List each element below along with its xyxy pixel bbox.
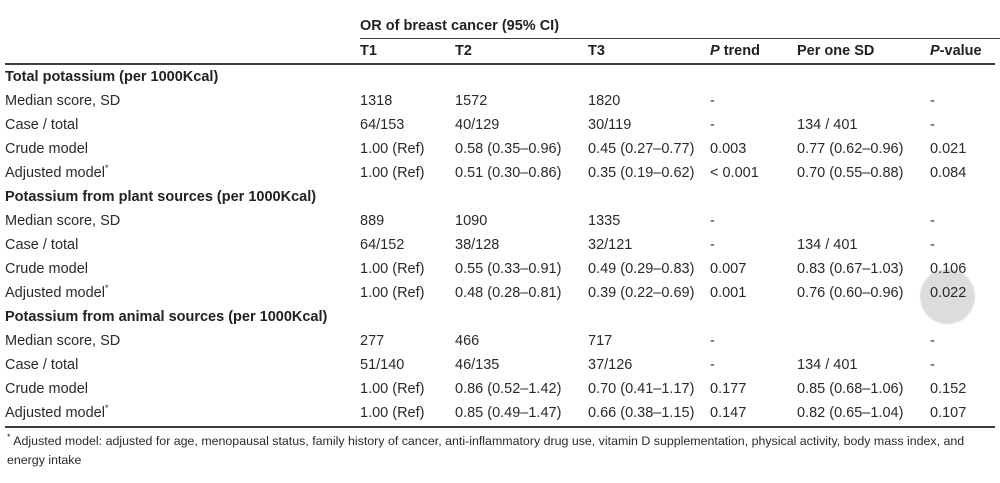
- cell-t1: 277: [360, 333, 385, 349]
- cell-p-value: -: [930, 117, 935, 133]
- cell-label: Crude model: [5, 261, 89, 277]
- table-row: [5, 329, 995, 353]
- cell-t3: 32/121: [588, 237, 633, 253]
- table-row: [5, 89, 995, 113]
- cell-t2: 1572: [455, 93, 488, 109]
- cell-t1: 64/153: [360, 117, 405, 133]
- table-row: [5, 137, 995, 161]
- cell-per-sd: 0.76 (0.60–0.96): [797, 285, 904, 301]
- cell-t1: 1318: [360, 93, 393, 109]
- table-row: [5, 233, 995, 257]
- table-row: [5, 209, 995, 233]
- footnote-marker: *: [7, 431, 11, 442]
- col-header-p-trend: [710, 39, 797, 63]
- table-row: [5, 161, 995, 185]
- footnote-marker: *: [104, 283, 109, 294]
- cell-p-trend: 0.001: [710, 285, 747, 301]
- p-trend-rest: trend: [719, 43, 760, 59]
- cell-p-trend: -: [710, 333, 715, 349]
- col-header-t1: T1: [360, 43, 377, 59]
- table-row: [5, 377, 995, 401]
- cell-p-trend: -: [710, 213, 715, 229]
- cell-per-sd: 0.83 (0.67–1.03): [797, 261, 904, 277]
- cell-t3: 1335: [588, 213, 621, 229]
- cell-per-sd: 0.77 (0.62–0.96): [797, 141, 904, 157]
- cell-label: Median score, SD: [5, 213, 121, 229]
- cell-t2: 38/128: [455, 237, 500, 253]
- cell-t3: 30/119: [588, 117, 632, 133]
- table-row: [5, 113, 995, 137]
- cell-p-trend: -: [710, 357, 715, 373]
- cell-label: Crude model: [5, 141, 89, 157]
- cell-label: Adjusted model*: [5, 403, 109, 421]
- cell-t2: 0.86 (0.52–1.42): [455, 381, 562, 397]
- table-row: [5, 257, 995, 281]
- cell-t3: 37/126: [588, 357, 633, 373]
- p-italic: P: [710, 43, 720, 59]
- cell-t2: 466: [455, 333, 480, 349]
- cell-t2: 0.48 (0.28–0.81): [455, 285, 562, 301]
- footnote-marker: *: [104, 403, 109, 414]
- p-value-rest: -value: [939, 43, 982, 59]
- cell-t3: 0.45 (0.27–0.77): [588, 141, 695, 157]
- cell-t1: 64/152: [360, 237, 405, 253]
- cell-p-trend: < 0.001: [710, 165, 759, 181]
- cell-p-value: -: [930, 237, 935, 253]
- cell-p-value: 0.152: [930, 381, 967, 397]
- cell-label: Adjusted model*: [5, 283, 109, 301]
- cell-p-value: 0.107: [930, 405, 967, 421]
- footnote-marker: *: [104, 163, 109, 174]
- p-italic: P: [930, 43, 940, 59]
- col-header-per-one-sd: Per one SD: [797, 43, 875, 59]
- cell-t1: 51/140: [360, 357, 405, 373]
- cell-t2: 0.58 (0.35–0.96): [455, 141, 562, 157]
- cell-t3: 0.70 (0.41–1.17): [588, 381, 695, 397]
- cell-p-trend: -: [710, 93, 715, 109]
- cell-t1: 1.00 (Ref): [360, 381, 425, 397]
- cell-p-trend: 0.003: [710, 141, 747, 157]
- results-table: [5, 14, 995, 425]
- cell-p-value: 0.021: [930, 141, 967, 157]
- cell-t3: 1820: [588, 93, 621, 109]
- cell-label: Adjusted model*: [5, 163, 109, 181]
- cell-per-sd: 0.85 (0.68–1.06): [797, 381, 904, 397]
- cell-p-trend: -: [710, 237, 715, 253]
- cell-p-trend: -: [710, 117, 715, 133]
- table-row: [5, 401, 995, 425]
- cell-per-sd: 134 / 401: [797, 357, 858, 373]
- section-header-total-potassium: Total potassium (per 1000Kcal): [5, 69, 219, 85]
- cell-p-trend: 0.177: [710, 381, 747, 397]
- footnote-text: Adjusted model: adjusted for age, menopausal status, family history of cancer, anti-inflammatory drug use, vitamin D supplementation, physical activity, body mass index, and energy intake: [7, 434, 965, 467]
- cell-label: Case / total: [5, 237, 79, 253]
- cell-per-sd: 134 / 401: [797, 117, 858, 133]
- section-header-plant-sources: Potassium from plant sources (per 1000Kcal): [5, 189, 317, 205]
- cell-p-value: -: [930, 333, 935, 349]
- cell-t1: 1.00 (Ref): [360, 141, 425, 157]
- cell-label: Crude model: [5, 381, 89, 397]
- cell-p-value: 0.106: [930, 261, 967, 277]
- cell-t1: 1.00 (Ref): [360, 405, 425, 421]
- table-span-header-row: [5, 14, 995, 39]
- section-header-animal-sources: Potassium from animal sources (per 1000Kcal): [5, 309, 328, 325]
- cell-label: Median score, SD: [5, 93, 121, 109]
- cell-t1: 1.00 (Ref): [360, 285, 425, 301]
- cell-p-trend: 0.007: [710, 261, 747, 277]
- cell-per-sd: 0.82 (0.65–1.04): [797, 405, 904, 421]
- cell-t2: 0.55 (0.33–0.91): [455, 261, 562, 277]
- table-column-header-row: [5, 39, 995, 65]
- col-header-t3: T3: [588, 43, 605, 59]
- cell-label: Case / total: [5, 357, 79, 373]
- cell-p-value-highlighted: 0.022: [930, 285, 967, 301]
- col-header-p-value: [930, 39, 1000, 63]
- cell-t2: 0.51 (0.30–0.86): [455, 165, 562, 181]
- table-row: [5, 353, 995, 377]
- cell-p-value: -: [930, 213, 935, 229]
- cell-t3: 0.49 (0.29–0.83): [588, 261, 695, 277]
- cell-t2: 40/129: [455, 117, 500, 133]
- cell-per-sd: 0.70 (0.55–0.88): [797, 165, 904, 181]
- span-header: OR of breast cancer (95% CI): [360, 19, 1000, 39]
- col-header-t2: T2: [455, 43, 472, 59]
- cell-t3: 717: [588, 333, 613, 349]
- cell-label: Case / total: [5, 117, 79, 133]
- cell-t1: 889: [360, 213, 385, 229]
- cell-label: Median score, SD: [5, 333, 121, 349]
- cell-t3: 0.66 (0.38–1.15): [588, 405, 695, 421]
- cell-per-sd: 134 / 401: [797, 237, 858, 253]
- cell-p-value: -: [930, 357, 935, 373]
- cell-t2: 46/135: [455, 357, 500, 373]
- cell-t2: 1090: [455, 213, 488, 229]
- cell-p-value: -: [930, 93, 935, 109]
- cell-t3: 0.35 (0.19–0.62): [588, 165, 695, 181]
- cell-t2: 0.85 (0.49–1.47): [455, 405, 562, 421]
- cell-t1: 1.00 (Ref): [360, 261, 425, 277]
- cell-p-value: 0.084: [930, 165, 967, 181]
- table-row: [5, 281, 995, 305]
- table-footnote: [5, 426, 995, 470]
- cell-t1: 1.00 (Ref): [360, 165, 425, 181]
- cell-t3: 0.39 (0.22–0.69): [588, 285, 695, 301]
- cell-p-trend: 0.147: [710, 405, 747, 421]
